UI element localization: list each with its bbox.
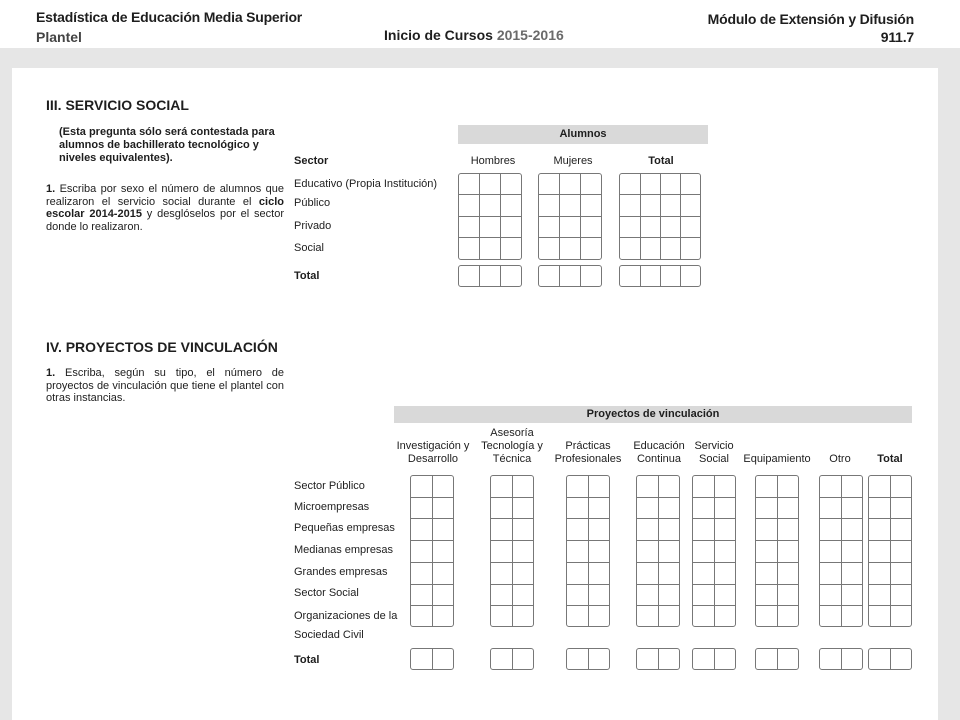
proyectos-asesoria-entry[interactable] (490, 475, 534, 627)
digit-divider (714, 649, 715, 669)
digit-divider (658, 649, 659, 669)
col-asesoria-l3: Técnica (492, 453, 532, 465)
right-margin (938, 48, 960, 720)
digit-divider (512, 649, 513, 669)
row-divider (637, 540, 679, 541)
row-divider (411, 540, 453, 541)
left-margin (0, 48, 12, 720)
col-asesoria-l1: Asesoría (490, 427, 534, 439)
row-divider (637, 605, 679, 606)
row-divider (756, 540, 798, 541)
question-text-bold: ciclo escolar 2014-2015 (46, 195, 284, 220)
row-divider (820, 605, 862, 606)
proyectos-educacion-total-entry[interactable] (636, 648, 680, 670)
col-investigacion (384, 427, 482, 466)
col-investigacion-l3: Desarrollo (407, 453, 459, 465)
row-divider (869, 605, 911, 606)
row-divider (491, 518, 533, 519)
proyectos-equipamiento-entry[interactable] (755, 475, 799, 627)
section-3-note: (Esta pregunta sólo será contestada para alumnos de bachillerato tecnológico y niveles equivalentes). (59, 126, 275, 164)
col-practicas-l3: Profesionales (554, 453, 622, 465)
row-divider (491, 562, 533, 563)
row-educativo: Educativo (Propia Institución) (294, 178, 438, 190)
digit-divider (714, 476, 715, 626)
col-practicas-l1 (546, 427, 630, 440)
row-total-label: Total (294, 270, 320, 282)
row-divider (820, 540, 862, 541)
row-divider (693, 497, 735, 498)
digit-divider (890, 476, 891, 626)
mujeres-sector-entry[interactable] (538, 173, 602, 260)
digit-divider (512, 476, 513, 626)
row-divider (637, 584, 679, 585)
row-divider (567, 605, 609, 606)
row-divider (491, 540, 533, 541)
section-3-title: III. SERVICIO SOCIAL (46, 97, 189, 113)
proyectos-total-total-entry[interactable] (868, 648, 912, 670)
hombres-sector-entry[interactable] (458, 173, 522, 260)
proyectos-asesoria-total-entry[interactable] (490, 648, 534, 670)
digit-divider (588, 649, 589, 669)
row-divider (637, 497, 679, 498)
row-divider (756, 497, 798, 498)
col-educacion (626, 427, 692, 466)
col-total-4 (866, 427, 914, 466)
cycle-label (384, 27, 564, 43)
total-sector-entry[interactable] (619, 173, 701, 260)
row-divider (756, 518, 798, 519)
row-divider (411, 497, 453, 498)
page-divider (0, 48, 960, 68)
question-number: 1. (46, 183, 56, 195)
row-divider (411, 584, 453, 585)
row-divider (637, 518, 679, 519)
module-title: Módulo de Extensión y Difusión (707, 11, 914, 27)
col-otro-l2 (818, 440, 862, 453)
row-divider (567, 518, 609, 519)
col-otro (818, 427, 862, 466)
col-practicas (546, 427, 630, 466)
row-divider (567, 497, 609, 498)
row-divider (567, 584, 609, 585)
section-3-question (46, 183, 284, 233)
proyectos-investigacion-entry[interactable] (410, 475, 454, 627)
section-4-question (46, 367, 284, 405)
question-text-a: Escriba por sexo el número de alumnos que realizaron el servicio social durante el (46, 183, 284, 208)
cycle-year: 2015-2016 (496, 27, 564, 43)
row-divider (637, 562, 679, 563)
row-divider (756, 584, 798, 585)
row-pequenas: Pequeñas empresas (294, 522, 395, 534)
row-microempresas: Microempresas (294, 501, 370, 513)
row-publico: Público (294, 197, 331, 209)
row-divider (411, 605, 453, 606)
row-divider (756, 605, 798, 606)
hombres-total-entry[interactable] (458, 265, 522, 287)
digit-divider (588, 476, 589, 626)
digit-divider (777, 649, 778, 669)
row-divider (869, 518, 911, 519)
row-sector-publico: Sector Público (294, 480, 365, 492)
col-educacion-l2: Educación (633, 440, 685, 452)
row-divider (411, 562, 453, 563)
col-total-4-l2 (866, 440, 914, 453)
proyectos-servicio-entry[interactable] (692, 475, 736, 627)
question-number-4: 1. (46, 367, 56, 379)
col-educacion-l3: Continua (636, 453, 682, 465)
digit-divider (890, 649, 891, 669)
digit-divider (841, 476, 842, 626)
col-investigacion-l2: Investigación y (396, 440, 470, 452)
proyectos-otro-entry[interactable] (819, 475, 863, 627)
col-asesoria (470, 427, 554, 466)
row-divider (693, 518, 735, 519)
col-hombres: Hombres (470, 155, 516, 167)
row-divider (693, 584, 735, 585)
col-servicio-l3: Social (699, 453, 729, 465)
col-investigacion-l1 (384, 427, 482, 440)
col-total: Total (648, 155, 674, 167)
digit-divider (432, 649, 433, 669)
total-total-entry[interactable] (619, 265, 701, 287)
row-divider (820, 562, 862, 563)
col-equipamiento (738, 427, 816, 466)
question-text-4: Escriba, según su tipo, el número de proyectos de vinculación que tiene el plantel con otras instancias. (46, 367, 285, 404)
col-equipamiento-l1 (738, 427, 816, 440)
row-divider (869, 584, 911, 585)
proyectos-equipamiento-total-entry[interactable] (755, 648, 799, 670)
row-medianas: Medianas empresas (294, 544, 394, 556)
row-sector-social: Sector Social (294, 587, 359, 599)
mujeres-total-entry[interactable] (538, 265, 602, 287)
digit-divider (658, 476, 659, 626)
col-asesoria-l2: Tecnología y (481, 440, 543, 452)
digit-divider (432, 476, 433, 626)
proyectos-practicas-entry[interactable] (566, 475, 610, 627)
col-servicio-l2: Servicio (694, 440, 734, 452)
row-divider (567, 562, 609, 563)
col-equipamiento-l3: Equipamiento (743, 453, 811, 465)
cycle-text: Inicio de Cursos (384, 27, 493, 43)
row-divider (693, 540, 735, 541)
col-otro-l1 (818, 427, 862, 440)
section-4-title: IV. PROYECTOS DE VINCULACIÓN (46, 339, 278, 355)
col-servicio-l1 (686, 427, 742, 440)
proyectos-practicas-total-entry[interactable] (566, 648, 610, 670)
question-text-b: y desglóselos por el sector donde lo realizaron. (46, 208, 285, 233)
row-divider (869, 497, 911, 498)
row-divider (820, 497, 862, 498)
row-social: Social (294, 242, 324, 254)
col-equipamiento-l2 (738, 440, 816, 453)
col-mujeres: Mujeres (553, 155, 593, 167)
survey-level: Plantel (36, 29, 82, 45)
row-privado: Privado (294, 220, 332, 232)
proyectos-group-header: Proyectos de vinculación (394, 406, 912, 423)
row-divider (869, 540, 911, 541)
row-divider (491, 584, 533, 585)
row-grandes: Grandes empresas (294, 566, 388, 578)
proyectos-otro-total-entry[interactable] (819, 648, 863, 670)
row-divider (491, 605, 533, 606)
row-organizaciones: Organizaciones de la (294, 610, 398, 622)
survey-title: Estadística de Educación Media Superior (36, 9, 303, 25)
module-code: 911.7 (880, 29, 914, 45)
col-servicio (686, 427, 742, 466)
digit-divider (841, 649, 842, 669)
col-practicas-l2: Prácticas (565, 440, 611, 452)
digit-divider (777, 476, 778, 626)
proyectos-servicio-total-entry[interactable] (692, 648, 736, 670)
col-total-4-l1 (866, 427, 914, 440)
row-divider (693, 605, 735, 606)
row-total-4: Total (294, 654, 320, 666)
col-total-4-l3: Total (877, 453, 903, 465)
row-divider (756, 562, 798, 563)
col-educacion-l1 (626, 427, 692, 440)
row-divider (491, 497, 533, 498)
col-otro-l3: Otro (829, 453, 851, 465)
row-divider (567, 540, 609, 541)
row-divider (820, 518, 862, 519)
proyectos-total-entry[interactable] (868, 475, 912, 627)
row-sociedad-civil: Sociedad Civil (294, 629, 364, 641)
proyectos-educacion-entry[interactable] (636, 475, 680, 627)
row-divider (869, 562, 911, 563)
proyectos-investigacion-total-entry[interactable] (410, 648, 454, 670)
row-divider (820, 584, 862, 585)
row-divider (411, 518, 453, 519)
row-divider (693, 562, 735, 563)
sector-column-label: Sector (294, 155, 329, 167)
alumnos-group-header: Alumnos (458, 125, 708, 144)
